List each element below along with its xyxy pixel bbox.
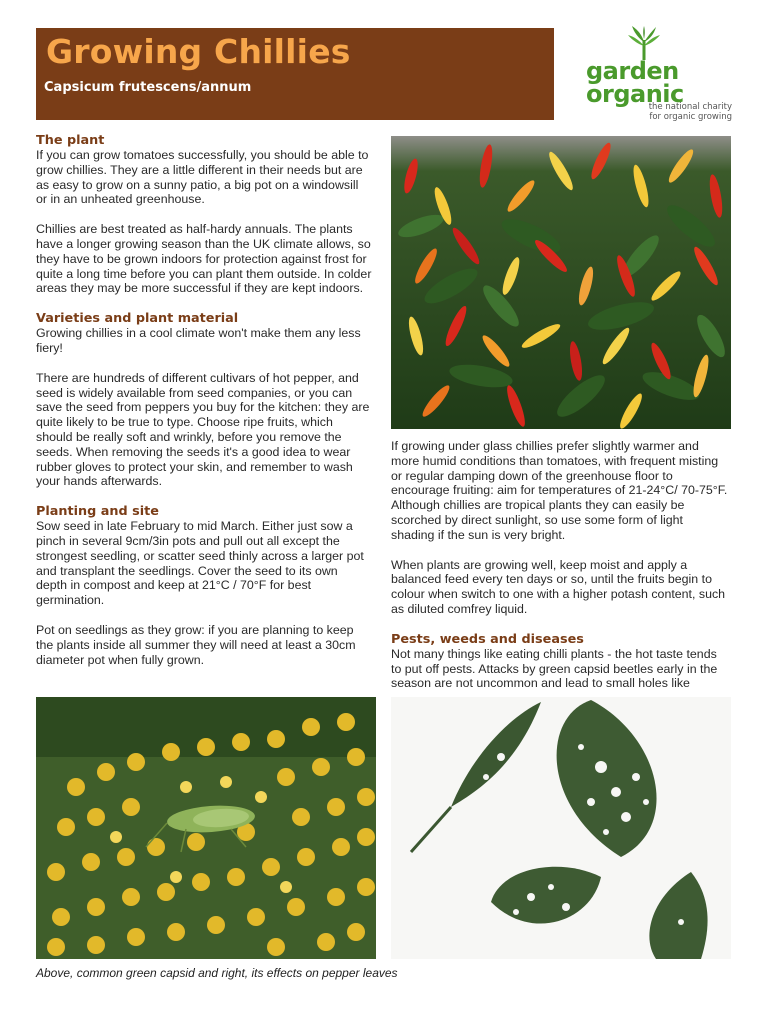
heading-pests: Pests, weeds and diseases bbox=[391, 631, 584, 647]
planting-paragraph-1: Sow seed in late February to mid March. Either just sow a pinch in several 9cm/3in pots and pull out all except the strongest seedling, or scatter seed thinly across a larger pot and transplant the seedlings. Cover the seed to its own depth in compost and keep at 21°C / 70°F for best germination. bbox=[36, 519, 364, 608]
left-text-column bbox=[36, 133, 372, 682]
varieties-paragraph-1: Growing chillies in a cool climate won't make them any less fiery! bbox=[36, 326, 361, 355]
heading-planting-and-site: Planting and site bbox=[36, 504, 159, 520]
heading-the-plant: The plant bbox=[36, 133, 105, 148]
right-paragraph-1: If growing under glass chillies prefer slightly warmer and more humid conditions than tomatoes, with frequent misting or regular damping down of the greenhouse floor to encourage fruiting: aim for temperatures of 21-24°C/ 70-75°F. Although chillies are tropical plants they can easily be scorched by direct sunlight, so use some form of light shading if the sun is very bright. bbox=[391, 439, 728, 542]
title-banner bbox=[36, 28, 554, 120]
logo-word-garden: garden bbox=[586, 57, 679, 85]
right-paragraph-2: When plants are growing well, keep moist and apply a balanced feed every ten days or so, until the fruits begin to colour when switch to one with a higher potash content, such as diluted comfrey liquid. bbox=[391, 557, 726, 616]
chilli-plant-photo bbox=[391, 136, 731, 429]
plant-paragraph-1: If you can grow tomatoes successfully, you should be able to grow chillies. They are a little different in their needs but are as easy to grow on a sunny patio, a big pot on a windowsill or in an unheated greenhouse. bbox=[36, 148, 369, 207]
planting-paragraph-2: Pot on seedlings as they grow: if you are planning to keep the plants inside all summer they will need at least a 30cm diameter pot when fully grown. bbox=[36, 622, 356, 667]
right-text-column bbox=[391, 439, 729, 706]
pests-paragraph-1: Not many things like eating chilli plants - the hot taste tends to put off pests. Attacks by green capsid beetles early in the season are not uncommon and lead to small holes like bbox=[391, 646, 718, 691]
page-subtitle: Capsicum frutescens/annum bbox=[44, 80, 252, 95]
plant-paragraph-2: Chillies are best treated as half-hardy annuals. The plants have a longer growing season than the UK climate allows, so they have to be grown indoors for protection against frost for quite a long time before you can plant them outside. In colder areas they may be more successful if they are kept indoors. bbox=[36, 222, 372, 296]
photo-caption: Above, common green capsid and right, its effects on pepper leaves bbox=[36, 966, 398, 980]
damaged-pepper-leaves-photo bbox=[391, 697, 731, 959]
green-capsid-photo bbox=[36, 697, 376, 959]
page-title: Growing Chillies bbox=[46, 32, 351, 71]
logo-word-organic: organic bbox=[586, 80, 684, 108]
varieties-paragraph-2: There are hundreds of different cultivars of hot pepper, and seed is widely available from seed companies, or you can save the seed from peppers you buy for the kitchen: they are quite likely to be true to type. Choose ripe fruits, which should be really soft and wrinkly, before you remove the seeds. When removing the seeds it's a good idea to wear rubber gloves to protect your skin, and remember to wash your hands afterwards. bbox=[36, 370, 370, 489]
logo-tagline-2: for organic growing bbox=[649, 112, 732, 122]
heading-varieties: Varieties and plant material bbox=[36, 311, 239, 327]
garden-organic-logo bbox=[584, 26, 734, 126]
sprout-icon bbox=[624, 26, 664, 60]
logo-tagline-1: the national charity bbox=[648, 102, 732, 112]
